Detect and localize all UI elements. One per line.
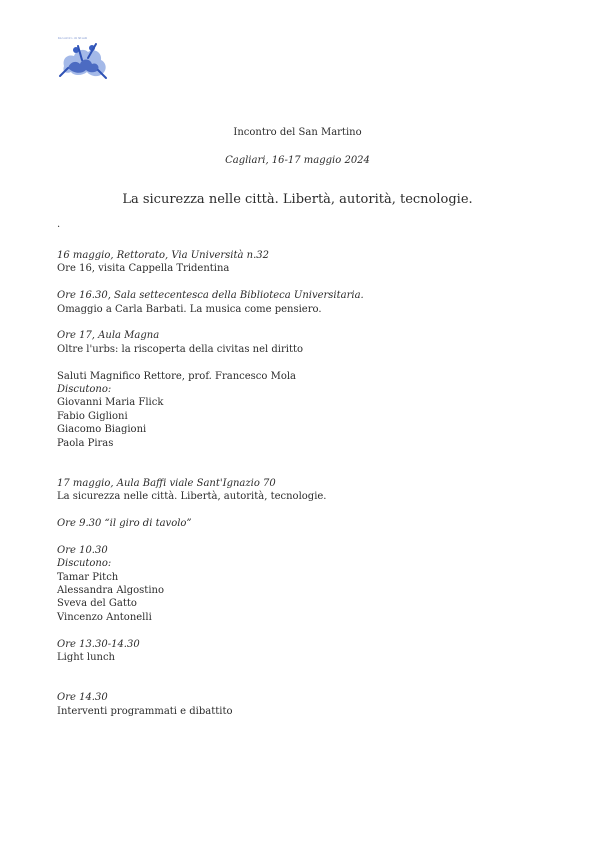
day2-discuss-label: Discutono: (57, 558, 112, 570)
day1-session3-text: Oltre l'urbs: la riscoperta della civitas nel diritto (57, 343, 304, 355)
day1-heading: 16 maggio, Rettorato, Via Università n.32 (57, 250, 270, 261)
day2-heading: 17 maggio, Aula Baffi viale Sant'Ignazio 70 (57, 477, 276, 489)
day2-speaker: Tamar Pitch (57, 571, 119, 583)
logo-figures-icon (54, 36, 112, 82)
day1-speaker: Giacomo Biagioni (57, 424, 147, 436)
day2-session4-text: Interventi programmati e dibattito (57, 705, 233, 717)
day1-discuss-label: Discutono: (57, 384, 112, 396)
dot-mark: . (57, 219, 61, 230)
event-name: Incontro del San Martino (233, 127, 362, 138)
day1-greetings: Saluti Magnifico Rettore, prof. Francesco Mola (57, 370, 297, 382)
event-place-date: Cagliari, 16-17 maggio 2024 (225, 155, 370, 166)
day1-speaker: Paola Piras (57, 437, 114, 449)
day1-speaker: Giovanni Maria Flick (57, 397, 164, 409)
day2-speaker: Alessandra Algostino (57, 585, 164, 597)
day2-session3-text: Light lunch (57, 652, 115, 664)
day1-session2-heading: Ore 16.30, Sala settecentesca della Biblioteca Universitaria. (57, 290, 364, 302)
day2-title: La sicurezza nelle città. Libertà, autorità, tecnologie. (57, 491, 327, 503)
event-title: La sicurezza nelle città. Libertà, autorità, tecnologie. (122, 192, 473, 207)
day2-speaker: Vincenzo Antonelli (57, 611, 152, 623)
program (57, 249, 537, 718)
day2-session3-time: Ore 13.30-14.30 (57, 638, 140, 650)
day2-session1: Ore 9.30 “il giro di tavolo” (57, 518, 192, 530)
day1-session3-heading: Ore 17, Aula Magna (57, 330, 160, 342)
day2-session4-time: Ore 14.30 (57, 692, 108, 704)
day1-session2-text: Omaggio a Carla Barbati. La musica come pensiero. (57, 303, 322, 315)
logo-caption: Incontro di Studi (58, 36, 88, 40)
day2-session2-time: Ore 10.30 (57, 544, 108, 556)
day1-visit: Ore 16, visita Cappella Tridentina (57, 263, 230, 275)
day2-speaker: Sveva del Gatto (57, 598, 137, 610)
day1-speaker: Fabio Giglioni (57, 410, 128, 422)
